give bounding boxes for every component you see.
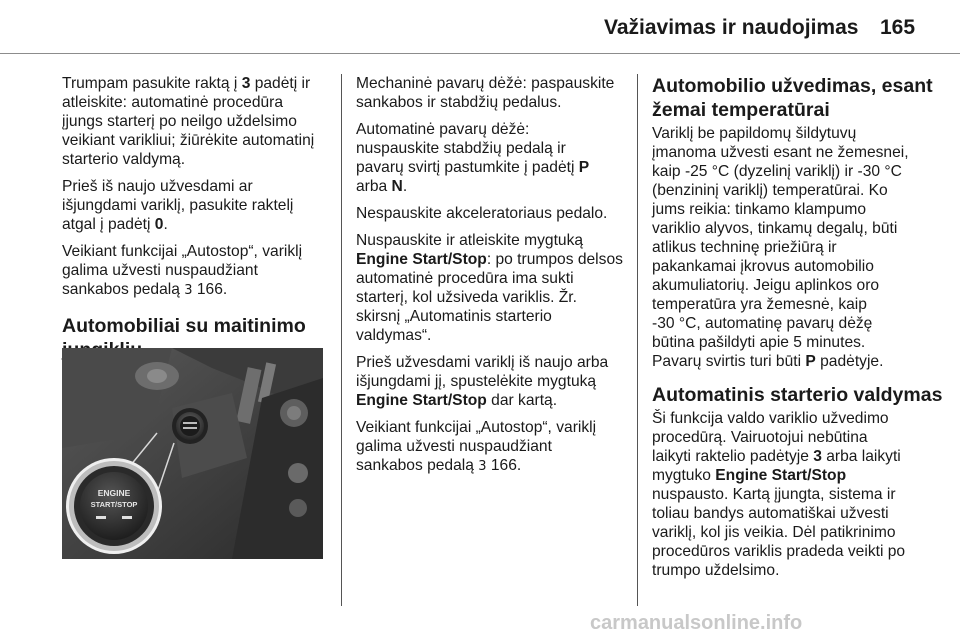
section-heading-automatic-starter: Automatinis starterio valdymas — [652, 384, 943, 406]
column-divider-1 — [341, 74, 342, 606]
section-heading-power-button: Automobiliai su maitinimo — [62, 315, 306, 337]
paragraph-accelerator: Nespauskite akceleratoriaus pedalo. — [356, 205, 608, 222]
button-label-start-stop: START/STOP — [90, 500, 138, 509]
paragraph-restart: Prieš užvesdami variklį iš naujo arba išjungdami jį, spustelėkite mygtuką Engine Start/Stop dar kartą. — [356, 354, 609, 409]
paragraph-automatic-starter: Ši funkcija valdo variklio užvedimo procedūrą. Vairuotojui nebūtina laikyti raktelio padėtyje 3 arba laikyti mygtuko Engine Start/Stop nuspausto. Kartą įjungta, sistema ir toliau bandys automatiškai užvesti variklį, kol jis veikia. Dėl patikrinimo procedūros variklis pradeda veikti po trumpo uždelsimo. — [652, 410, 906, 579]
paragraph-autostop: Veikiant funkcijai „Autostop“, variklį galima užvesti nuspaudžiant sankabos pedalą 3 166. — [62, 243, 303, 298]
section-heading-low-temperature: Automobilio užvedimas, esant žemai temperatūrai — [652, 75, 933, 121]
page-reference-icon: 3 — [478, 459, 487, 474]
paragraph-manual-transmission: Mechaninė pavarų dėžė: paspauskite sankabos ir stabdžių pedalus. — [356, 75, 615, 111]
paragraph-low-temperature: Variklį be papildomų šildytuvų įmanoma užvesti esant ne žemesnei, kaip -25 °C (dyzelinį variklį) ir -30 °C (benzininį variklį) temperatūrai. Ko jums reikia: tinkamo klampumo variklio alyvos, tinkamų degalų, būti atlikus techninę priežiūrą ir pakankamai įkrovus automobilio akumuliatorių. Jeigu aplinkos oro temperatūra yra žemesnė, kaip -30 °C, automatinę pavarų dėžę būtina pašildyti apie 5 minutes. Pavarų svirtis turi būti P padėtyje. — [652, 125, 909, 370]
page-title: Važiavimas ir naudojimas — [604, 16, 859, 39]
engine-start-stop-illustration — [62, 348, 323, 559]
paragraph-automatic-transmission: Automatinė pavarų dėžė: nuspauskite stabdžių pedalą ir pavarų svirtį pastumkite į padėtį P arba N. — [356, 121, 590, 195]
paragraph-autostop-2: Veikiant funkcijai „Autostop“, variklį galima užvesti nuspaudžiant sankabos pedalą 3 166. — [356, 419, 597, 474]
paragraph-key-position-0: Prieš iš naujo užvesdami ar išjungdami variklį, pasukite raktelį atgal į padėtį 0. — [62, 178, 294, 233]
button-label-engine: ENGINE — [97, 488, 131, 498]
page-reference-icon: 3 — [184, 283, 193, 298]
paragraph-key-position-3: Trumpam pasukite raktą į 3 padėtį ir atleiskite: automatinė procedūra įjungs starterį po neilgo uždelsimo veikiant varikliui; žiūrėkite automatinį starterio valdymą. — [62, 75, 315, 168]
header-divider — [0, 53, 960, 54]
column-divider-2 — [637, 74, 638, 606]
column-1 — [62, 74, 330, 374]
paragraph-press-button: Nuspauskite ir atleiskite mygtuką Engine Start/Stop: po trumpos delsos automatinė procedūra ima sukti starterį, kol užsiveda variklis. Žr. skirsnį „Automatinis starterio valdymas“. — [356, 232, 623, 344]
column-3 — [652, 74, 943, 588]
page-number: 165 — [880, 16, 916, 39]
column-2 — [356, 74, 626, 484]
watermark: carmanualsonline.info — [590, 612, 803, 634]
